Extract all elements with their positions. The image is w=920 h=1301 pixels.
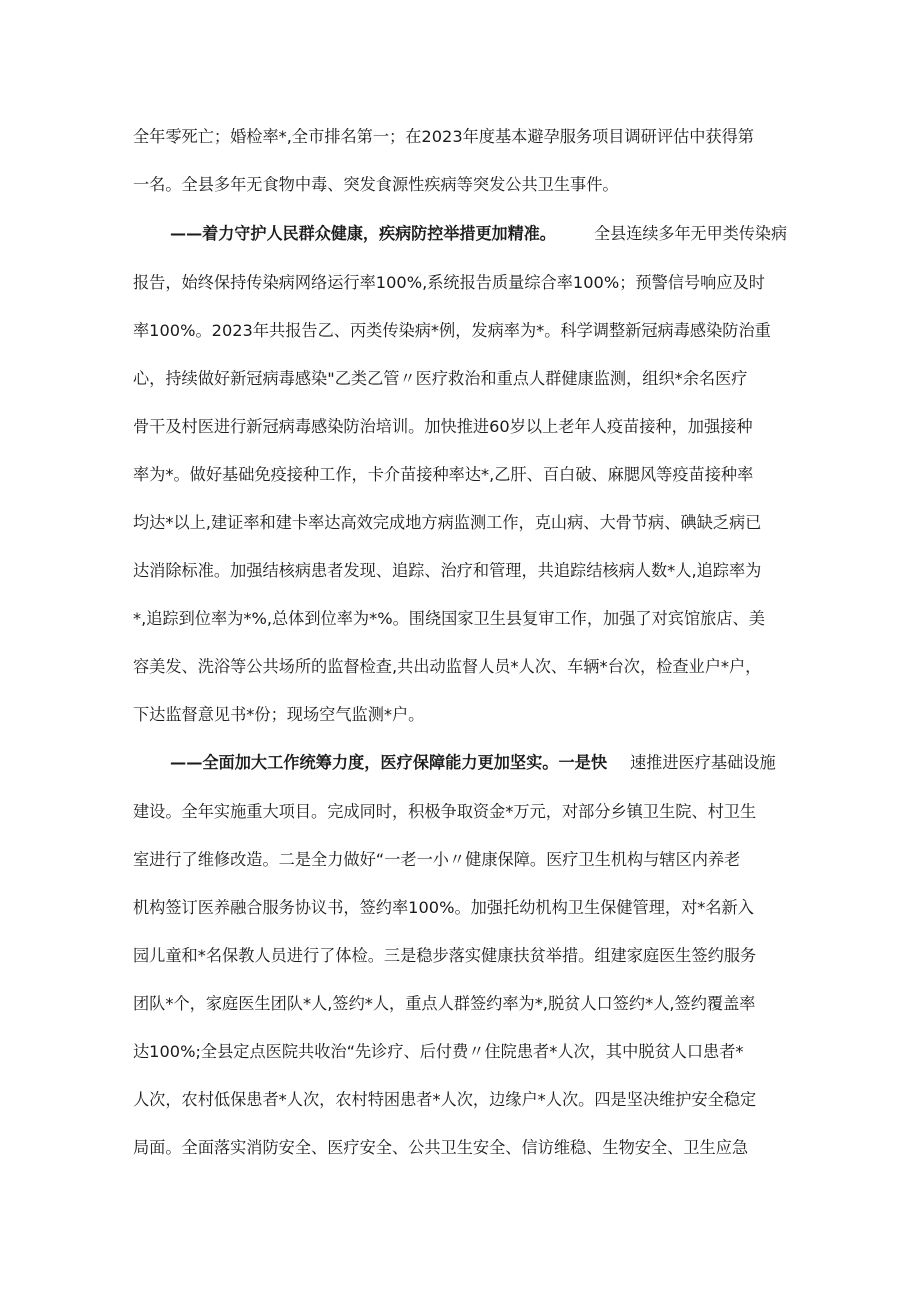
text-run: 达消除标准。加强结核病患者发现、追踪、治疗和管理，共追踪结核病人数*人,追踪率为: [133, 561, 762, 580]
text-run: 建设。全年实施重大项目。完成同时，积极争取资金*万元，对部分乡镇卫生院、村卫生: [133, 802, 757, 821]
text-run: 一名。全县多年无食物中毒、突发食源性疾病等突发公共卫生事件。: [133, 175, 619, 194]
text-run: 报告，始终保持传染病网络运行率100%,系统报告质量综合率100%；预警信号响应及时: [133, 273, 765, 292]
text-line: [0, 845, 920, 875]
text-run: 机构签订医养融合服务协议书，签约率100%。加强托幼机构卫生保健管理，对*名新入: [133, 898, 754, 917]
text-run: 均达*以上,建证率和建卡率达高效完成地方病监测工作，克山病、大骨节病、碘缺乏病已: [133, 513, 762, 532]
text-line: [0, 700, 920, 730]
text-line: [0, 1085, 920, 1115]
text-line: [0, 604, 920, 634]
text-run-heading: ——全面加大工作统筹力度，医疗保障能力更加坚实。一是快: [170, 753, 608, 772]
text-run: 率为*。做好基础免疫接种工作，卡介苗接种率达*,乙肝、百白破、麻腮风等疫苗接种率: [133, 465, 754, 484]
text-run: 下达监督意见书*份；现场空气监测*户。: [133, 705, 425, 724]
text-line: [0, 268, 920, 298]
text-run: 室进行了维修改造。二是全力做好“一老一小〃健康保障。医疗卫生机构与辖区内养老: [133, 850, 741, 869]
text-line: [0, 316, 920, 346]
text-line: [0, 748, 920, 778]
text-run: 骨干及村医进行新冠病毒感染防治培训。加快推进60岁以上老年人疫苗接种，加强接种: [133, 417, 753, 436]
text-line: [0, 893, 920, 923]
text-line: [0, 508, 920, 538]
text-line: [0, 652, 920, 682]
text-run: 心，持续做好新冠病毒感染"乙类乙管〃医疗救治和重点人群健康监测，组织*余名医疗: [133, 369, 748, 388]
text-run: 团队*个，家庭医生团队*人,签约*人，重点人群签约率为*,脱贫人口签约*人,签约覆盖率: [133, 994, 756, 1013]
text-line: [0, 122, 920, 152]
text-line: [0, 941, 920, 971]
text-line: [0, 1037, 920, 1067]
text-line: [0, 989, 920, 1019]
text-line: [0, 412, 920, 442]
text-run: 率100%。2023年共报告乙、丙类传染病*例，发病率为*。科学调整新冠病毒感染防治重: [133, 321, 771, 340]
text-run: *,追踪到位率为*%,总体到位率为*%。围绕国家卫生县复审工作，加强了对宾馆旅店、美: [133, 609, 765, 628]
text-line: [0, 170, 920, 200]
text-line: [0, 556, 920, 586]
text-line: [0, 797, 920, 827]
text-run: 园儿童和*名保教人员进行了体检。三是稳步落实健康扶贫举措。组建家庭医生签约服务: [133, 946, 757, 965]
text-run: 速推进医疗基础设施: [630, 753, 776, 772]
text-line: [0, 364, 920, 394]
text-run: 局面。全面落实消防安全、医疗安全、公共卫生安全、信访维稳、生物安全、卫生应急: [133, 1138, 749, 1157]
text-run: 人次，农村低保患者*人次，农村特困患者*人次，边缘户*人次。四是坚决维护安全稳定: [133, 1090, 757, 1109]
text-run: 容美发、洗浴等公共场所的监督检查,共出动监督人员*人次、车辆*台次，检查业户*户，: [133, 657, 762, 676]
text-line: [1, 219, 915, 249]
text-run: 达100%;全县定点医院共收治“先诊疗、后付费〃住院患者*人次，其中脱贫人口患者*: [133, 1042, 744, 1061]
text-run-heading: ——着力守护人民群众健康，疾病防控举措更加精准。: [170, 224, 556, 243]
text-run: 全县连续多年无甲类传染病: [594, 224, 788, 243]
text-line: [0, 460, 920, 490]
text-line: [0, 1133, 920, 1163]
text-run: 全年零死亡；婚检率*,全市排名第一；在2023年度基本避孕服务项目调研评估中获得第: [133, 127, 754, 146]
